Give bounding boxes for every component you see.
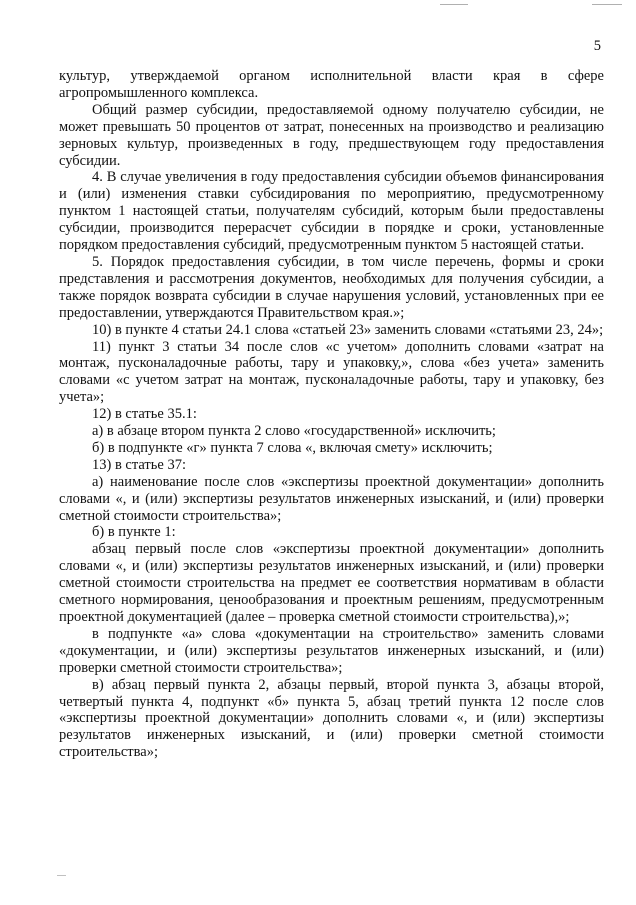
paragraph: 11) пункт 3 статьи 34 после слов «с учетом» дополнить словами «затрат на монтаж, пусконаладочные работы, тару и упаковку,», слова «без учета» заменить словами «с учетом затрат на монтаж, пусконаладочные работы, тару и упаковку, без учета»; [59,338,604,406]
paragraph: абзац первый после слов «экспертизы проектной документации» дополнить словами «, и (или) экспертизы результатов инженерных изысканий, и (или) проверки сметной стоимости строительства на предмет ее соответствия нормативам в области сметного нормирования, ценообразования и проектным решениям, предусмотренным проектной документацией (далее – проверка сметной стоимости строительства),»; [59,541,604,625]
paragraph: 10) в пункте 4 статьи 24.1 слова «статьей 23» заменить словами «статьями 23, 24»; [92,321,604,338]
paragraph: а) в абзаце втором пункта 2 слово «государственной» исключить; [92,423,496,440]
paragraph: в) абзац первый пункта 2, абзацы первый, второй пункта 3, абзацы второй, четвертый пункта 4, подпункт «б» пункта 5, абзац третий пункта 12 после слов «экспертизы проектной документации» дополнить словами «, и (или) экспертизы результатов инженерных изысканий, и (или) проверки сметной стоимости строительства»; [59,676,604,761]
document-body [59,68,604,761]
paragraph: 13) в статье 37: [92,456,186,473]
paragraph: 5. Порядок предоставления субсидии, в том числе перечень, формы и сроки представления и рассмотрения документов, необходимых для получения субсидии, а также порядок возврата субсидии в случае нарушения условий, установленных при ее предоставлении, утверждаются Правительством края.»; [59,253,604,321]
top-scan-rule [592,4,622,5]
paragraph: в подпункте «а» слова «документации на строительство» заменить словами «документации, и (или) экспертизы результатов инженерных изысканий, и (или) проверки сметной стоимости строительства»; [59,625,604,676]
scan-mark [57,875,66,876]
paragraph: Общий размер субсидии, предоставляемой одному получателю субсидии, не может превышать 50 процентов от затрат, понесенных на производство и реализацию зерновых культур, произведенных в году, предшествующем году предоставления субсидии. [59,101,604,169]
paragraph: б) в пункте 1: [92,524,176,541]
paragraph: 12) в статье 35.1: [92,406,197,423]
paragraph: 4. В случае увеличения в году предоставления субсидии объемов финансирования и (или) изменения ставки субсидирования по мероприятию, предусмотренному пунктом 1 настоящей статьи, получателям субсидий, которым были предоставлены субсидии, производится перерасчет субсидии в порядке и сроки, установленные порядком предоставления субсидий, предусмотренным пунктом 5 настоящей статьи. [59,169,604,254]
top-scan-rule [440,4,468,5]
paragraph: б) в подпункте «г» пункта 7 слова «, включая смету» исключить; [92,439,493,456]
page-number: 5 [593,38,601,54]
paragraph: а) наименование после слов «экспертизы проектной документации» дополнить словами «, и (или) экспертизы результатов инженерных изысканий, и (или) проверки сметной стоимости строительства»; [59,473,604,524]
paragraph: культур, утверждаемой органом исполнительной власти края в сфере агропромышленного комплекса. [59,68,604,101]
